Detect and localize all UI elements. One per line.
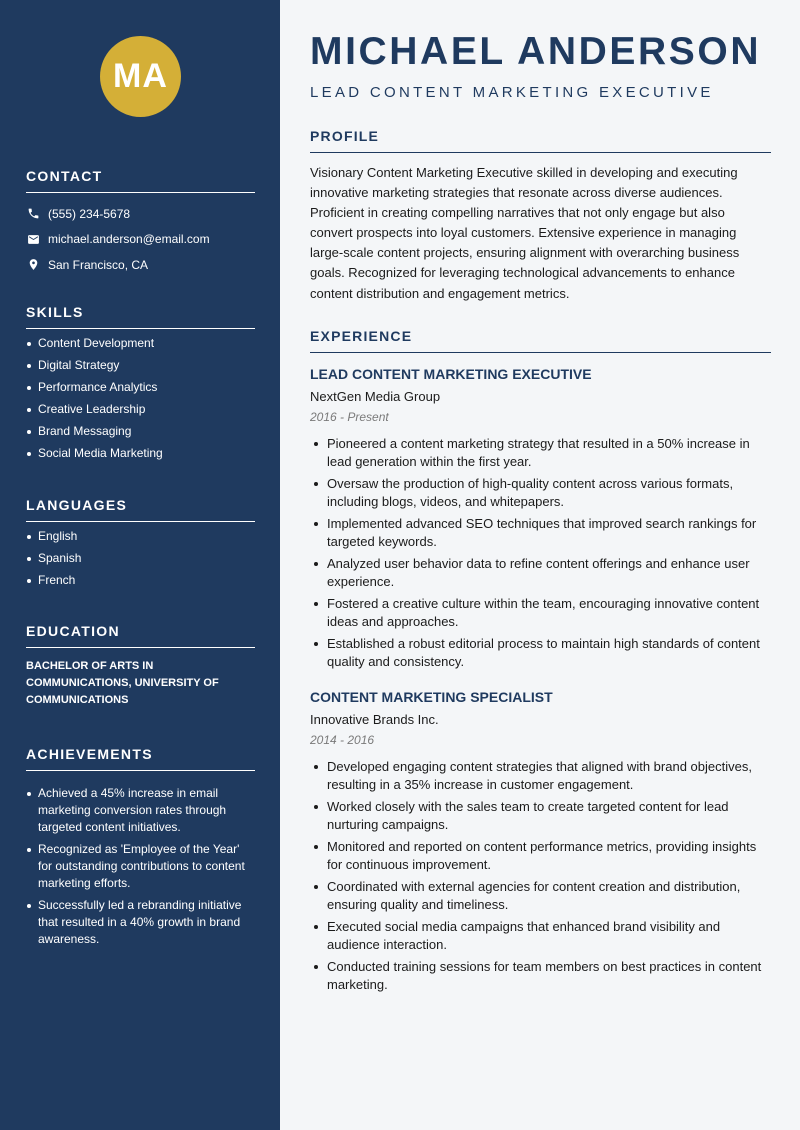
avatar	[100, 36, 181, 117]
languages-section	[26, 497, 255, 594]
language-item: English	[26, 528, 255, 545]
job-bullet: Analyzed user behavior data to refine content offerings and enhance user experience.	[310, 555, 771, 591]
achievements-list	[26, 785, 255, 948]
sidebar	[0, 0, 280, 1130]
job-bullet: Fostered a creative culture within the team, encouraging innovative content ideas and approaches.	[310, 595, 771, 631]
achievements-section	[26, 746, 255, 953]
job-bullet: Developed engaging content strategies that aligned with brand objectives, resulting in a 35% increase in customer engagement.	[310, 758, 771, 794]
achievements-title: ACHIEVEMENTS	[26, 746, 255, 771]
location-pin-icon	[26, 258, 40, 272]
contact-email[interactable]	[26, 227, 255, 253]
contact-location-text: San Francisco, CA	[48, 257, 149, 272]
job-company: Innovative Brands Inc.	[310, 712, 439, 727]
achievement-item: Recognized as 'Employee of the Year' for outstanding contributions to content marketing efforts.	[26, 841, 255, 892]
job-bullet: Worked closely with the sales team to create targeted content for lead nurturing campaigns.	[310, 798, 771, 834]
contact-section	[26, 168, 255, 278]
contact-location	[26, 252, 255, 278]
skill-item: Creative Leadership	[26, 401, 255, 418]
skills-list	[26, 335, 255, 462]
job-bullet: Monitored and reported on content performance metrics, providing insights for continuous improvement.	[310, 838, 771, 874]
skill-item: Social Media Marketing	[26, 445, 255, 462]
avatar-initials: MA	[113, 57, 168, 95]
contact-title: CONTACT	[26, 168, 255, 193]
languages-list	[26, 528, 255, 589]
skill-item: Digital Strategy	[26, 357, 255, 374]
job-company: NextGen Media Group	[310, 389, 441, 404]
skills-title: SKILLS	[26, 304, 255, 329]
contact-list	[26, 201, 255, 278]
candidate-role: LEAD CONTENT MARKETING EXECUTIVE	[310, 84, 714, 101]
job-entry	[310, 689, 771, 998]
education-degree: BACHELOR OF ARTS IN COMMUNICATIONS, UNIVERSITY OF COMMUNICATIONS	[26, 660, 219, 706]
phone-icon	[26, 207, 40, 221]
languages-title: LANGUAGES	[26, 497, 255, 522]
job-dates: 2014 - 2016	[310, 733, 375, 747]
skill-item: Performance Analytics	[26, 379, 255, 396]
job-bullet: Oversaw the production of high-quality content across various formats, including blogs, videos, and whitepapers.	[310, 475, 771, 511]
contact-phone[interactable]	[26, 201, 255, 227]
skill-item: Brand Messaging	[26, 423, 255, 440]
email-icon	[26, 232, 40, 246]
language-item: French	[26, 572, 255, 589]
job-bullet: Executed social media campaigns that enhanced brand visibility and audience interaction.	[310, 918, 771, 954]
job-bullet: Established a robust editorial process to maintain high standards of content quality and consistency.	[310, 635, 771, 671]
job-entry	[310, 366, 771, 675]
job-bullet: Implemented advanced SEO techniques that improved search rankings for targeted keywords.	[310, 515, 771, 551]
contact-phone-text: (555) 234-5678	[48, 206, 131, 221]
candidate-name: MICHAEL ANDERSON	[310, 30, 762, 73]
language-item: Spanish	[26, 550, 255, 567]
job-dates: 2016 - Present	[310, 410, 389, 424]
job-bullets	[310, 758, 771, 994]
job-bullet: Conducted training sessions for team members on best practices in content marketing.	[310, 958, 771, 994]
education-section	[26, 623, 255, 709]
education-title: EDUCATION	[26, 623, 255, 648]
contact-email-text: michael.anderson@email.com	[48, 232, 210, 247]
achievement-item: Successfully led a rebranding initiative that resulted in a 40% growth in brand awareness.	[26, 897, 255, 948]
skill-item: Content Development	[26, 335, 255, 352]
job-bullet: Pioneered a content marketing strategy that resulted in a 50% increase in lead generation within the first year.	[310, 435, 771, 471]
achievement-item: Achieved a 45% increase in email marketing conversion rates through targeted content initiatives.	[26, 785, 255, 836]
experience-title: EXPERIENCE	[310, 328, 771, 353]
job-bullet: Coordinated with external agencies for content creation and distribution, ensuring quality and timeliness.	[310, 878, 771, 914]
skills-section	[26, 304, 255, 467]
job-bullets	[310, 435, 771, 671]
profile-title: PROFILE	[310, 128, 771, 153]
job-title: CONTENT MARKETING SPECIALIST	[310, 689, 553, 705]
profile-summary: Visionary Content Marketing Executive skilled in developing and executing innovative marketing strategies that resonate across diverse audiences. Proficient in creating compelling narratives that not only engage but also convert prospects into loyal customers. Extensive experience in managing large-scale content projects, ensuring alignment with overarching business goals. Recognized for leveraging technological advancements to enhance content distribution and engagement metrics.	[310, 165, 740, 301]
job-title: LEAD CONTENT MARKETING EXECUTIVE	[310, 366, 592, 382]
